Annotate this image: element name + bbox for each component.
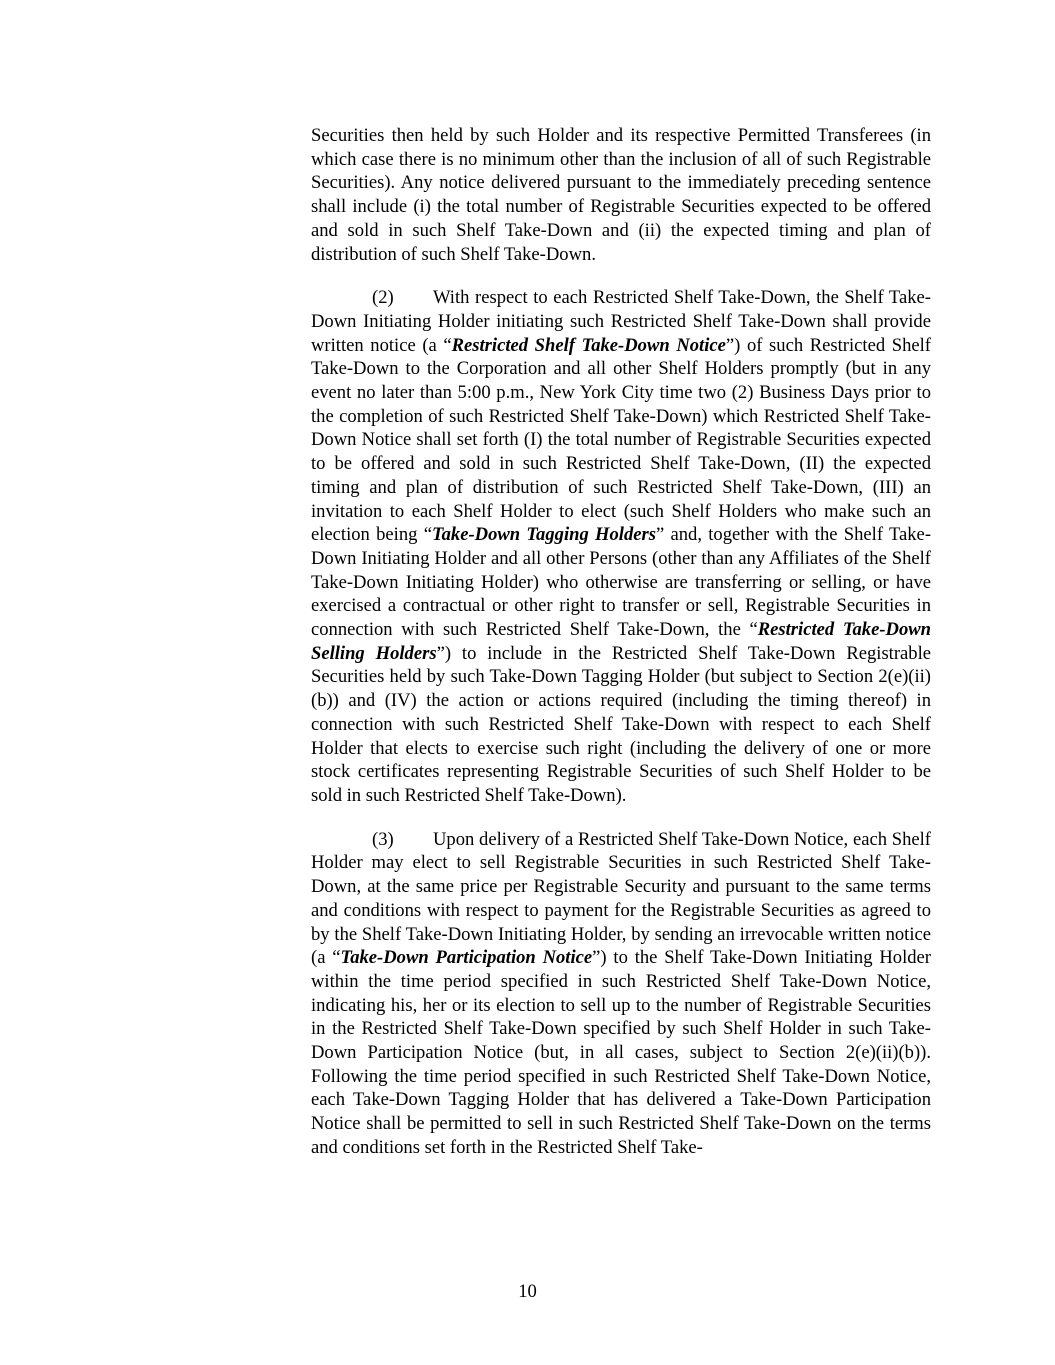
paragraph-1 xyxy=(311,124,931,266)
paragraph-2-text-part-2: ”) of such Restricted Shelf Take-Down to the Corporation and all other Shelf Holders promptly (but in any event no later than 5:00 p.m., New York City time two (2) Business Days prior to the completion of such Restricted Shelf Take-Down) which Restricted Shelf Take-Down Notice shall set forth (I) the total number of Registrable Securities expected to be offered and sold in such Restricted Shelf Take-Down, (II) the expected timing and plan of distribution of such Restricted Shelf Take-Down, (III) an invitation to each Shelf Holder to elect (such Shelf Holders who make such an election being “ xyxy=(311,334,931,546)
defined-term-take-down-participation-notice: Take-Down Participation Notice xyxy=(340,947,593,969)
page-number: 10 xyxy=(518,1281,537,1302)
paragraph-2-text-part-1: With respect to each Restricted Shelf Take-Down, the Shelf Take-Down Initiating Holder initiating such Restricted Shelf Take-Down shall provide written notice (a “ xyxy=(311,287,931,356)
paragraph-3 xyxy=(311,828,931,1160)
paragraph-3-text-part-2: ”) to the Shelf Take-Down Initiating Holder within the time period specified in such Restricted Shelf Take-Down Notice, indicating his, her or its election to sell up to the number of Registrable Securities in the Restricted Shelf Take-Down specified by such Shelf Holder in such Take-Down Participation Notice (but, in all cases, subject to Section 2(e)(ii)(b)). Following the time period specified in such Restricted Shelf Take-Down Notice, each Take-Down Tagging Holder that has delivered a Take-Down Participation Notice shall be permitted to sell in such Restricted Shelf Take-Down on the terms and conditions set forth in the Restricted Shelf Take- xyxy=(311,947,931,1158)
paragraph-2 xyxy=(311,286,931,807)
document-body xyxy=(311,124,931,1160)
defined-term-restricted-shelf-take-down-notice: Restricted Shelf Take-Down Notice xyxy=(451,334,726,356)
defined-term-restricted-take-down-selling-holders: Restricted Take-Down Selling Holders xyxy=(311,619,931,664)
paragraph-3-number: (3) xyxy=(372,828,394,850)
paragraph-3-text-part-1: Upon delivery of a Restricted Shelf Take-Down Notice, each Shelf Holder may elect to sell Registrable Securities in such Restricted Shelf Take-Down, at the same price per Registrable Security and pursuant to the same terms and conditions with respect to payment for the Registrable Securities as agreed to by the Shelf Take-Down Initiating Holder, by sending an irrevocable written notice (a “ xyxy=(311,828,931,969)
paragraph-2-text-part-3: ” and, together with the Shelf Take-Down Initiating Holder and all other Persons (other than any Affiliates of the Shelf Take-Down Initiating Holder) who otherwise are transferring or selling, or have exercised a contractual or other right to transfer or sell, Registrable Securities in connection with such Restricted Shelf Take-Down, the “ xyxy=(311,524,932,641)
paragraph-1-text: Securities then held by such Holder and its respective Permitted Transferees (in which case there is no minimum other than the inclusion of all of such Registrable Securities). Any notice delivered pursuant to the immediately preceding sentence shall include (i) the total number of Registrable Securities expected to be offered and sold in such Shelf Take-Down and (ii) the expected timing and plan of distribution of such Shelf Take-Down. xyxy=(311,125,931,265)
paragraph-2-text-part-4: ”) to include in the Restricted Shelf Take-Down Registrable Securities held by such Take-Down Tagging Holder (but subject to Section 2(e)(ii)(b)) and (IV) the action or actions required (including the timing thereof) in connection with such Restricted Shelf Take-Down with respect to each Shelf Holder that elects to exercise such right (including the delivery of one or more stock certificates representing Registrable Securities of such Shelf Holder to be sold in such Restricted Shelf Take-Down). xyxy=(311,642,932,806)
defined-term-take-down-tagging-holders: Take-Down Tagging Holders xyxy=(431,524,656,546)
paragraph-2-number: (2) xyxy=(372,287,394,309)
